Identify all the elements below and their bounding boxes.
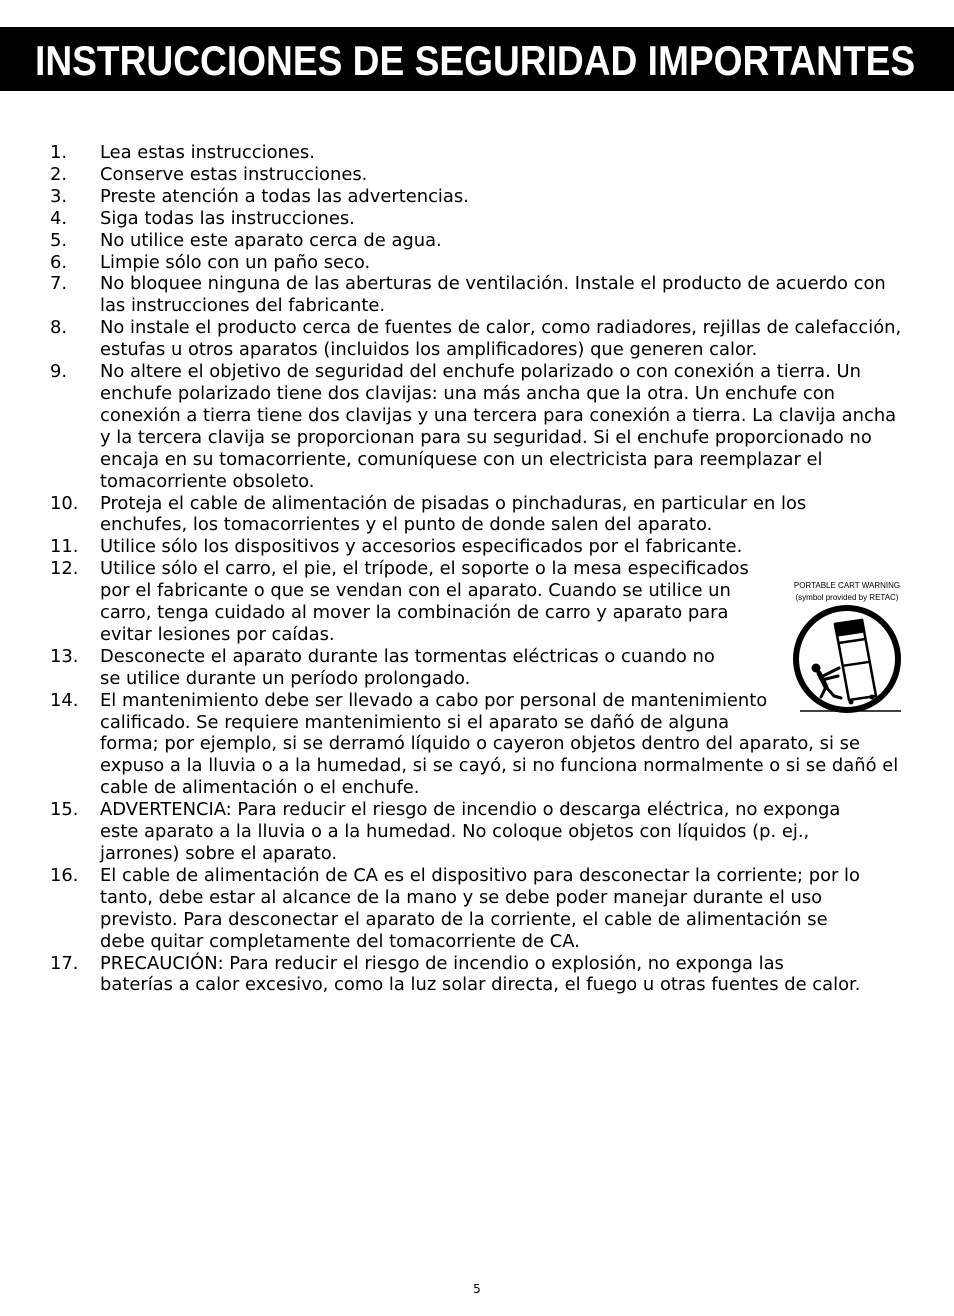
- instruction-item: [0, 208, 954, 230]
- instruction-line: las instrucciones del fabricante.: [100, 295, 386, 317]
- title-banner: [0, 27, 954, 91]
- instruction-item: [0, 164, 954, 186]
- portable-cart-warning-icon: [788, 602, 906, 716]
- instruction-line: enchufe polarizado tiene dos clavijas: una más ancha que la otra. Un enchufe con: [100, 382, 836, 404]
- instruction-number: 10.: [50, 492, 79, 514]
- instruction-line: baterías a calor excesivo, como la luz solar directa, el fuego u otras fuentes de calor.: [100, 974, 861, 996]
- instruction-item: [0, 230, 954, 252]
- instruction-line: este aparato a la lluvia o a la humedad. No coloque objetos con líquidos (p. ej.,: [100, 821, 810, 843]
- instruction-line: No bloquee ninguna de las aberturas de ventilación. Instale el producto de acuerdo con: [100, 273, 886, 295]
- instruction-line: se utilice durante un período prolongado.: [100, 667, 471, 689]
- instruction-item: [0, 273, 954, 317]
- cart-warning-credit: (symbol provided by RETAC): [795, 593, 899, 602]
- instruction-line: Utilice sólo los dispositivos y accesorios especificados por el fabricante.: [100, 536, 743, 558]
- instruction-number: 14.: [50, 689, 79, 711]
- instruction-line: por el fabricante o que se vendan con el aparato. Cuando se utilice un: [100, 580, 731, 602]
- instruction-text: [100, 361, 954, 492]
- instruction-line: carro, tenga cuidado al mover la combinación de carro y aparato para: [100, 602, 729, 624]
- instruction-line: PRECAUCIÓN: Para reducir el riesgo de incendio o explosión, no exponga las: [100, 952, 784, 974]
- instruction-text: [100, 208, 954, 230]
- instruction-line: expuso a la lluvia o a la humedad, si se cayó, si no funciona normalmente o si se dañó el: [100, 755, 899, 777]
- instruction-line: estufas u otros aparatos (incluidos los amplificadores) que generen calor.: [100, 339, 758, 361]
- instruction-text: [100, 865, 954, 953]
- instruction-item: [0, 252, 954, 274]
- instruction-text: [100, 953, 954, 997]
- instruction-number: 13.: [50, 645, 79, 667]
- instruction-text: [100, 142, 954, 164]
- instruction-line: enchufes, los tomacorrientes y el punto de donde salen del aparato.: [100, 514, 713, 536]
- instruction-item: [0, 493, 954, 537]
- instruction-line: ADVERTENCIA: Para reducir el riesgo de incendio o descarga eléctrica, no exponga: [100, 799, 841, 821]
- instruction-number: 9.: [50, 361, 68, 383]
- instruction-line: cable de alimentación o el enchufe.: [100, 777, 420, 799]
- instruction-line: Limpie sólo con un paño seco.: [100, 251, 371, 273]
- instruction-text: [100, 273, 954, 317]
- instruction-line: Conserve estas instrucciones.: [100, 163, 368, 185]
- instruction-text: [100, 493, 954, 537]
- page-number: 5: [473, 1282, 481, 1296]
- instruction-line: Siga todas las instrucciones.: [100, 207, 355, 229]
- instruction-number: 16.: [50, 864, 79, 886]
- instruction-line: Lea estas instrucciones.: [100, 142, 315, 163]
- instruction-line: y la tercera clavija se proporcionan para su seguridad. Si el enchufe proporcionado no: [100, 426, 872, 448]
- cart-television: [835, 620, 864, 635]
- instruction-line: No altere el objetivo de seguridad del enchufe polarizado o con conexión a tierra. Un: [100, 361, 861, 383]
- instruction-line: evitar lesiones por caídas.: [100, 623, 335, 645]
- instruction-text: [100, 317, 954, 361]
- instruction-item: [0, 317, 954, 361]
- instruction-number: 17.: [50, 952, 79, 974]
- page-title: INSTRUCCIONES DE SEGURIDAD IMPORTANTES: [35, 36, 916, 84]
- instruction-line: tanto, debe estar al alcance de la mano y se debe poder manejar durante el uso: [100, 886, 823, 908]
- instruction-item: [0, 361, 954, 492]
- instruction-line: forma; por ejemplo, si se derramó líquido o cayeron objetos dentro del aparato, si se: [100, 733, 860, 755]
- instruction-line: Preste atención a todas las advertencias.: [100, 185, 469, 207]
- instruction-number: 1.: [50, 142, 68, 163]
- instruction-text: [100, 230, 954, 252]
- instruction-item: [0, 953, 954, 997]
- instruction-line: previsto. Para desconectar el aparato de la corriente, el cable de alimentación se: [100, 908, 828, 930]
- instruction-item: [0, 536, 954, 558]
- instruction-text: [100, 536, 954, 558]
- instruction-line: El cable de alimentación de CA es el dispositivo para desconectar la corriente; por lo: [100, 864, 860, 886]
- instruction-line: encaja en su tomacorriente, comuníquese con un electricista para reemplazar el: [100, 448, 823, 470]
- instruction-number: 5.: [50, 229, 68, 251]
- instruction-line: Utilice sólo el carro, el pie, el trípode, el soporte o la mesa especificados: [100, 558, 749, 580]
- instruction-item: [0, 186, 954, 208]
- cart-warning-title: PORTABLE CART WARNING: [793, 581, 901, 590]
- instruction-line: Proteja el cable de alimentación de pisadas o pinchaduras, en particular en los: [100, 492, 807, 514]
- instruction-line: tomacorriente obsoleto.: [100, 470, 315, 492]
- instruction-number: 7.: [50, 273, 68, 295]
- instruction-line: No utilice este aparato cerca de agua.: [100, 229, 442, 251]
- instruction-list: [0, 142, 954, 996]
- instruction-item: [0, 799, 954, 865]
- portable-cart-warning: [787, 580, 907, 718]
- instruction-text: [100, 186, 954, 208]
- instruction-line: No instale el producto cerca de fuentes de calor, como radiadores, rejillas de calefacción,: [100, 317, 902, 339]
- instruction-line: Desconecte el aparato durante las tormentas eléctricas o cuando no: [100, 645, 715, 667]
- instruction-number: 15.: [50, 799, 79, 821]
- instruction-number: 4.: [50, 207, 68, 229]
- instruction-text: [100, 799, 954, 865]
- instruction-item: [0, 142, 954, 164]
- instruction-number: 11.: [50, 536, 79, 558]
- instruction-line: debe quitar completamente del tomacorriente de CA.: [100, 930, 580, 952]
- instruction-text: [100, 164, 954, 186]
- instruction-line: conexión a tierra tiene dos clavijas y una tercera para conexión a tierra. La clavija ancha: [100, 404, 897, 426]
- instruction-number: 2.: [50, 163, 68, 185]
- instruction-item: [0, 865, 954, 953]
- instruction-line: calificado. Se requiere mantenimiento si el aparato se dañó de alguna: [100, 711, 730, 733]
- instruction-number: 6.: [50, 251, 68, 273]
- instruction-number: 12.: [50, 558, 79, 580]
- instruction-line: El mantenimiento debe ser llevado a cabo por personal de mantenimiento: [100, 689, 768, 711]
- instruction-text: [100, 252, 954, 274]
- instruction-number: 8.: [50, 317, 68, 339]
- instruction-line: jarrones) sobre el aparato.: [100, 843, 338, 864]
- instruction-number: 3.: [50, 185, 68, 207]
